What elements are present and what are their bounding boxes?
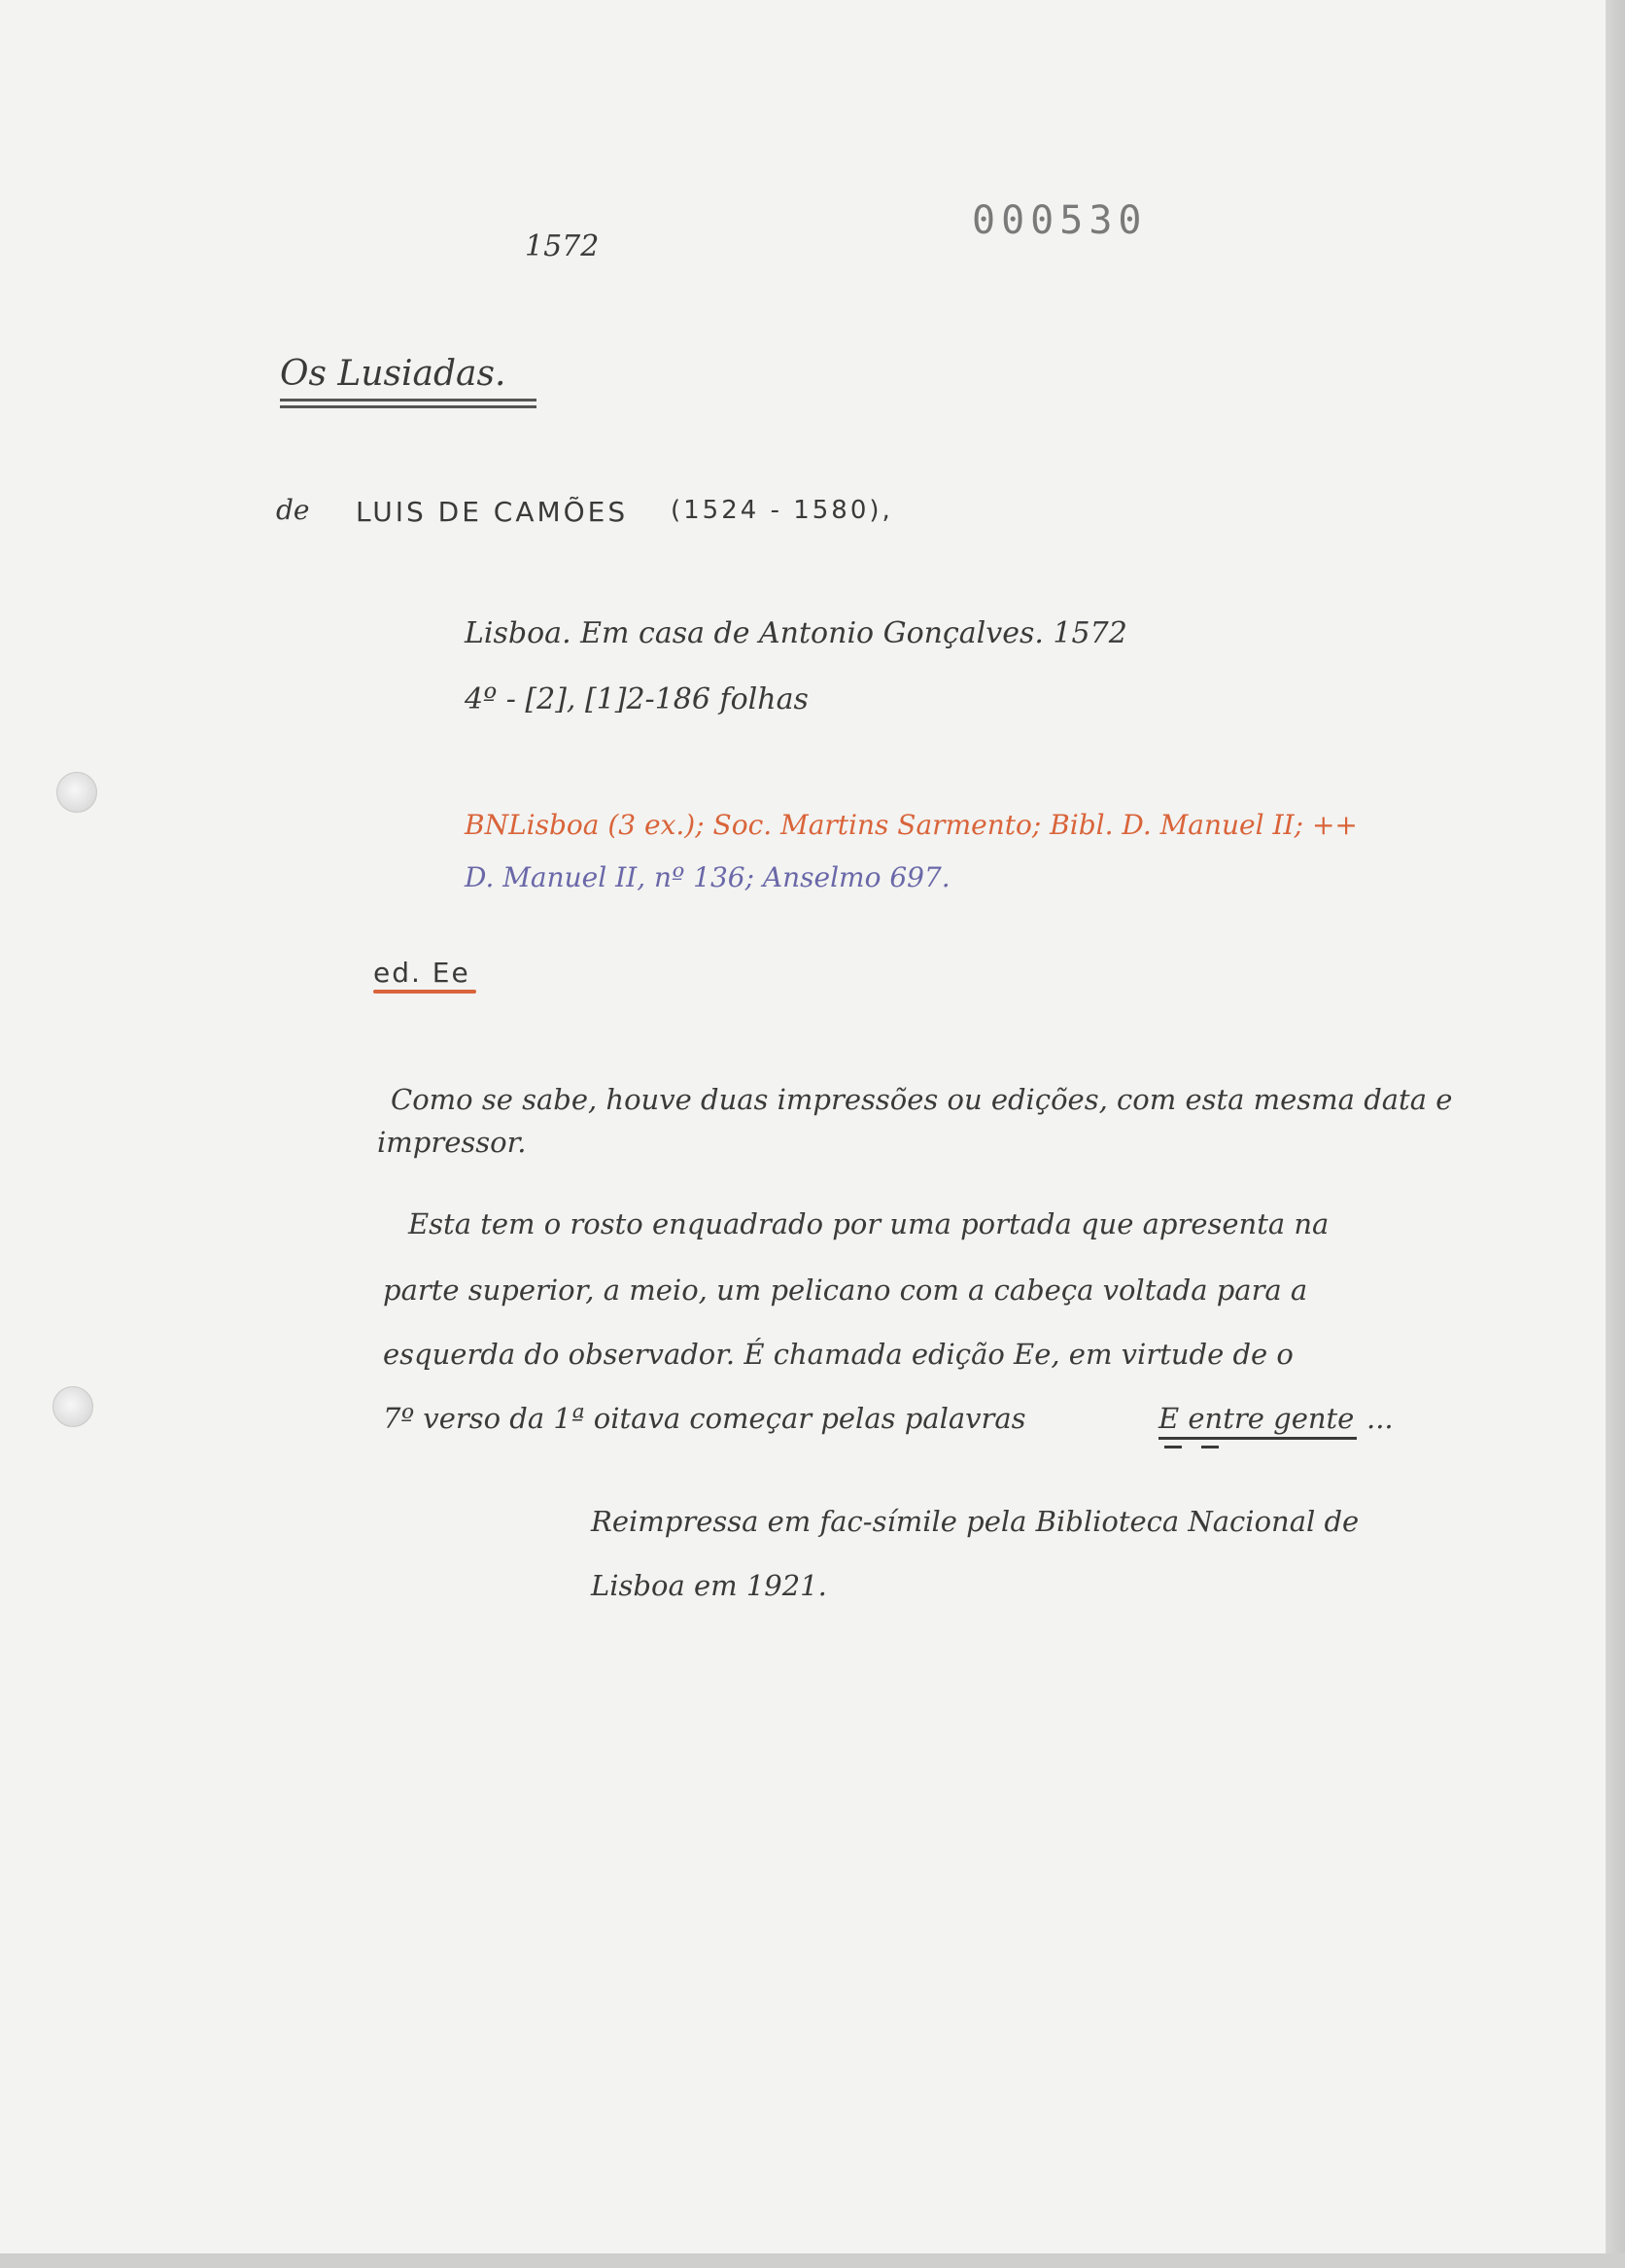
punch-hole-upper bbox=[56, 772, 97, 813]
holdings-line-1: BNLisboa (3 ex.); Soc. Martins Sarmento; Bibl. D. Manuel II; ++ bbox=[465, 809, 1358, 841]
title-underline-1 bbox=[280, 399, 536, 401]
edition-label: ed. Ee bbox=[373, 957, 470, 989]
record-number-stamp: 000530 bbox=[972, 198, 1148, 243]
author-dates: (1524 - 1580), bbox=[671, 496, 893, 525]
note-p2-line1: Esta tem o rosto enquadrado por uma portada que apresenta na bbox=[408, 1207, 1330, 1240]
punch-hole-lower bbox=[52, 1386, 93, 1427]
emphasis-underline bbox=[1158, 1437, 1357, 1440]
paper-edge-right bbox=[1606, 0, 1625, 2268]
note-p1-line1: Como se sabe, houve duas impressões ou edições, com esta mesma data e bbox=[391, 1083, 1453, 1116]
paper-edge-bottom bbox=[0, 2253, 1625, 2268]
document-title: Os Lusiadas. bbox=[280, 354, 506, 394]
note-p2-line2: parte superior, a meio, um pelicano com a cabeça voltada para a bbox=[383, 1274, 1308, 1307]
note-p2-line4-emphasis: E entre gente bbox=[1158, 1402, 1355, 1435]
imprint-format: 4º - [2], [1]2-186 folhas bbox=[465, 682, 809, 716]
emphasis-underline-mark-1 bbox=[1164, 1446, 1182, 1448]
title-underline-2 bbox=[280, 405, 536, 408]
note-p2-line3: esquerda do observador. É chamada edição Ee, em virtude de o bbox=[383, 1338, 1294, 1371]
note-p1-line2: impressor. bbox=[377, 1126, 527, 1159]
year-label: 1572 bbox=[525, 229, 600, 263]
edition-label-underline bbox=[373, 990, 476, 994]
holdings-line-2: D. Manuel II, nº 136; Anselmo 697. bbox=[465, 861, 951, 893]
note-p2-line4-a: 7º verso da 1ª oitava começar pelas palavras bbox=[383, 1402, 1026, 1435]
emphasis-underline-mark-2 bbox=[1201, 1446, 1219, 1448]
note-p3-line2: Lisboa em 1921. bbox=[591, 1569, 827, 1602]
imprint-publication: Lisboa. Em casa de Antonio Gonçalves. 1572 bbox=[465, 616, 1127, 650]
author-prefix: de bbox=[276, 494, 310, 526]
author-name: LUIS DE CAMÕES bbox=[356, 496, 629, 528]
note-p3-line1: Reimpressa em fac-símile pela Biblioteca Nacional de bbox=[591, 1505, 1360, 1538]
note-p2-line4-ellipsis: ... bbox=[1366, 1402, 1394, 1435]
